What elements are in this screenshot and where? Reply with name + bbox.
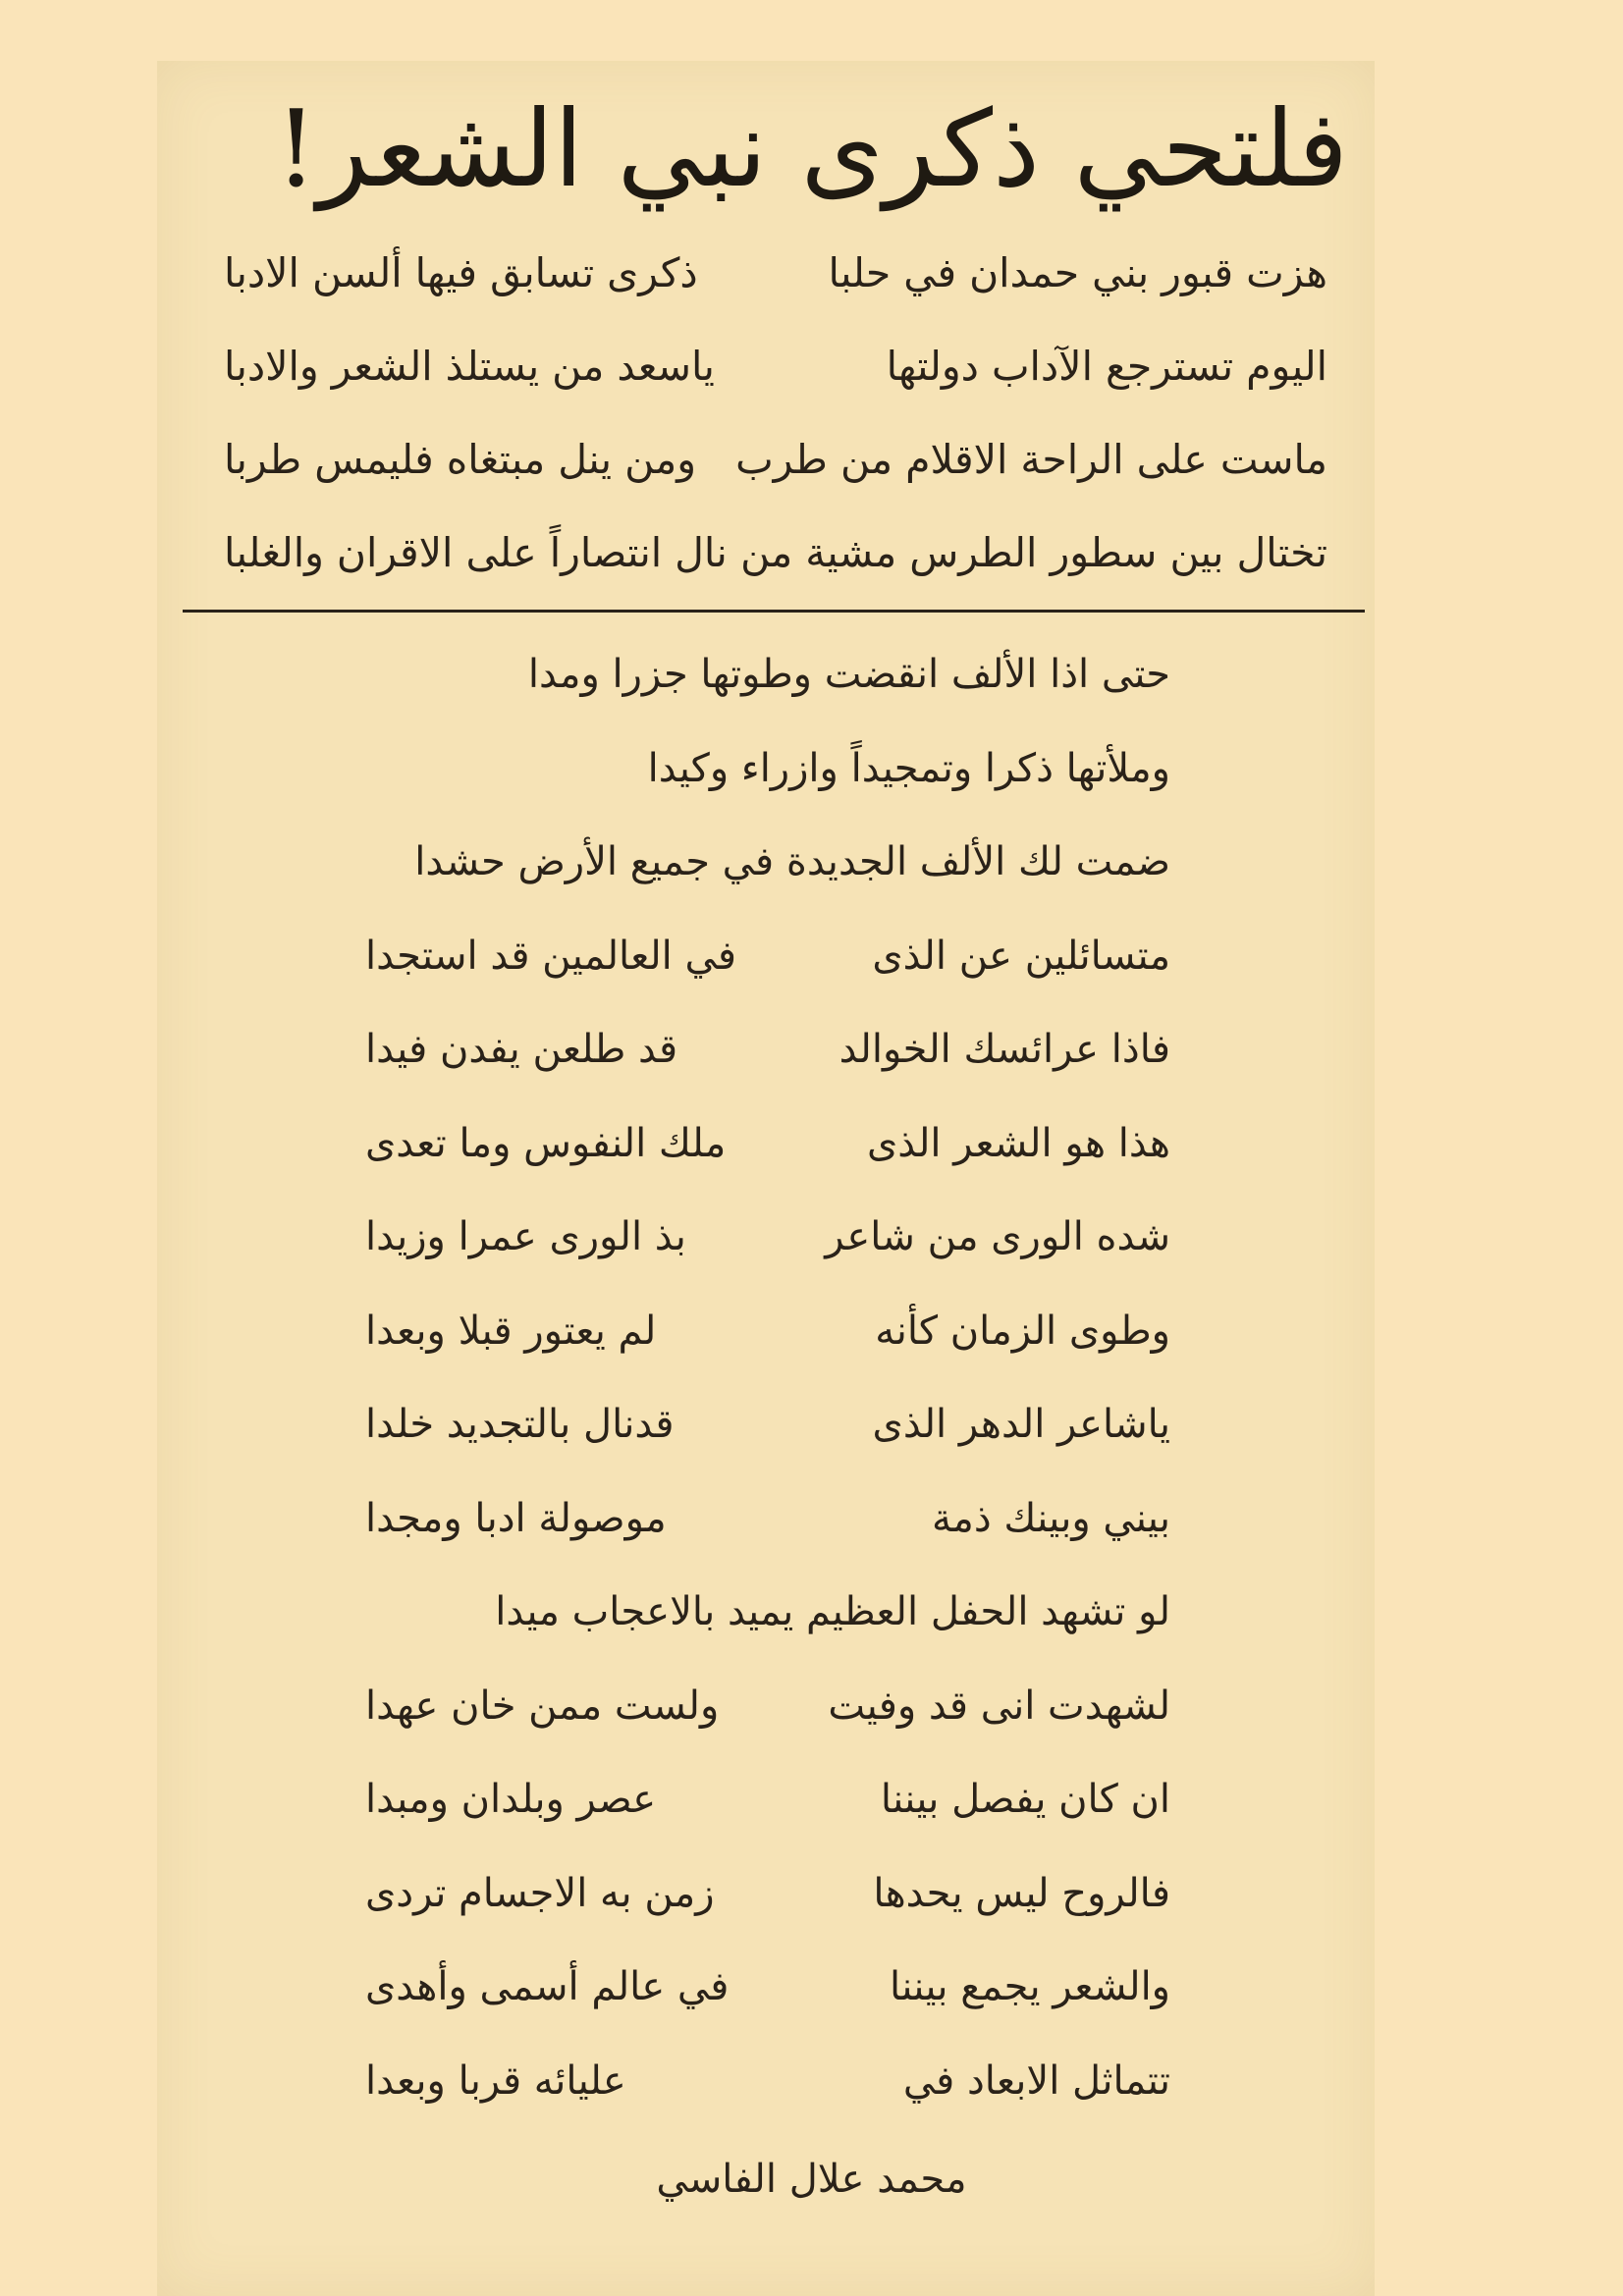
verse-line [365,727,1170,810]
first-hemistich: شده الورى من شاعر [825,1214,1170,1259]
full-verse-text: حتى اذا الألف انقضت وطوتها جزرا ومدا [527,652,1170,697]
section-divider [183,610,1365,613]
verse-line [365,633,1170,716]
first-hemistich: تتماثل الابعاد في [902,2057,1170,2104]
verse-line [365,821,1170,903]
verse-line [365,1758,1170,1841]
second-hemistich: قدنال بالتجديد خلدا [365,1402,675,1447]
second-hemistich: ياسعد من يستلذ الشعر والادبا [224,343,715,390]
poem-title: فلتحي ذكرى نبي الشعر! [274,88,1349,211]
poet-signature: محمد علال الفاسي [656,2157,967,2202]
first-hemistich: وطوى الزمان كأنه [875,1308,1170,1354]
verse-line [365,1290,1170,1372]
verse-line [224,327,1327,405]
verse-line [365,1383,1170,1466]
verse-line [365,1008,1170,1091]
second-hemistich: في عالم أسمى وأهدى [365,1964,730,2009]
first-hemistich: تختال بين سطور الطرس مشية من [740,529,1327,576]
second-hemistich: ومن ينل مبتغاه فليمس طربا [224,436,697,483]
verse-line [365,1665,1170,1747]
second-hemistich: قد طلعن يفدن فيدا [365,1027,678,1072]
first-hemistich: هذا هو الشعر الذى [866,1120,1170,1166]
second-hemistich: ذكرى تسابق فيها ألسن الادبا [224,249,698,296]
second-hemistich: في العالمين قد استجدا [365,933,736,979]
second-hemistich: موصولة ادبا ومجدا [365,1495,667,1541]
second-hemistich: ولست ممن خان عهدا [365,1682,720,1729]
full-verse-text: لو تشهد الحفل العظيم يميد بالاعجاب ميدا [495,1589,1170,1634]
second-hemistich: زمن به الاجسام تردى [365,1870,715,1916]
second-hemistich: عصر وبلدان ومبدا [365,1777,657,1822]
verse-line [365,915,1170,997]
verse-line [365,1571,1170,1653]
verse-line [365,1196,1170,1278]
verse-line [224,513,1327,592]
first-hemistich: فالروح ليس يحدها [873,1870,1170,1916]
verse-line [365,1852,1170,1935]
first-hemistich: متسائلين عن الذى [872,933,1170,979]
verse-line [365,1102,1170,1185]
first-hemistich: فاذا عرائسك الخوالد [839,1027,1170,1072]
verse-line [224,420,1327,499]
verse-line [365,2040,1170,2122]
first-hemistich: بيني وبينك ذمة [931,1495,1170,1541]
first-hemistich: والشعر يجمع بيننا [890,1964,1170,2009]
second-hemistich: لم يعتور قبلا وبعدا [365,1308,657,1354]
first-hemistich: لشهدت انى قد وفيت [828,1682,1170,1729]
full-verse-text: وملأتها ذكرا وتمجيداً وازراء وكيدا [647,745,1170,791]
second-hemistich: بذ الورى عمرا وزيدا [365,1214,686,1259]
first-hemistich: ياشاعر الدهر الذى [872,1402,1170,1447]
verse-line [365,1946,1170,2028]
second-hemistich: ملك النفوس وما تعدى [365,1120,727,1166]
second-hemistich: نال انتصاراً على الاقران والغلبا [224,529,728,576]
full-verse-text: ضمت لك الألف الجديدة في جميع الأرض حشدا [414,839,1170,884]
first-hemistich: اليوم تسترجع الآداب دولتها [886,343,1327,390]
first-hemistich: ان كان يفصل بيننا [880,1777,1170,1822]
second-hemistich: عليائه قربا وبعدا [365,2057,626,2104]
verse-line [224,234,1327,312]
first-hemistich: هزت قبور بني حمدان في حلبا [828,249,1327,296]
verse-line [365,1477,1170,1560]
first-hemistich: ماست على الراحة الاقلام من طرب [735,436,1327,483]
